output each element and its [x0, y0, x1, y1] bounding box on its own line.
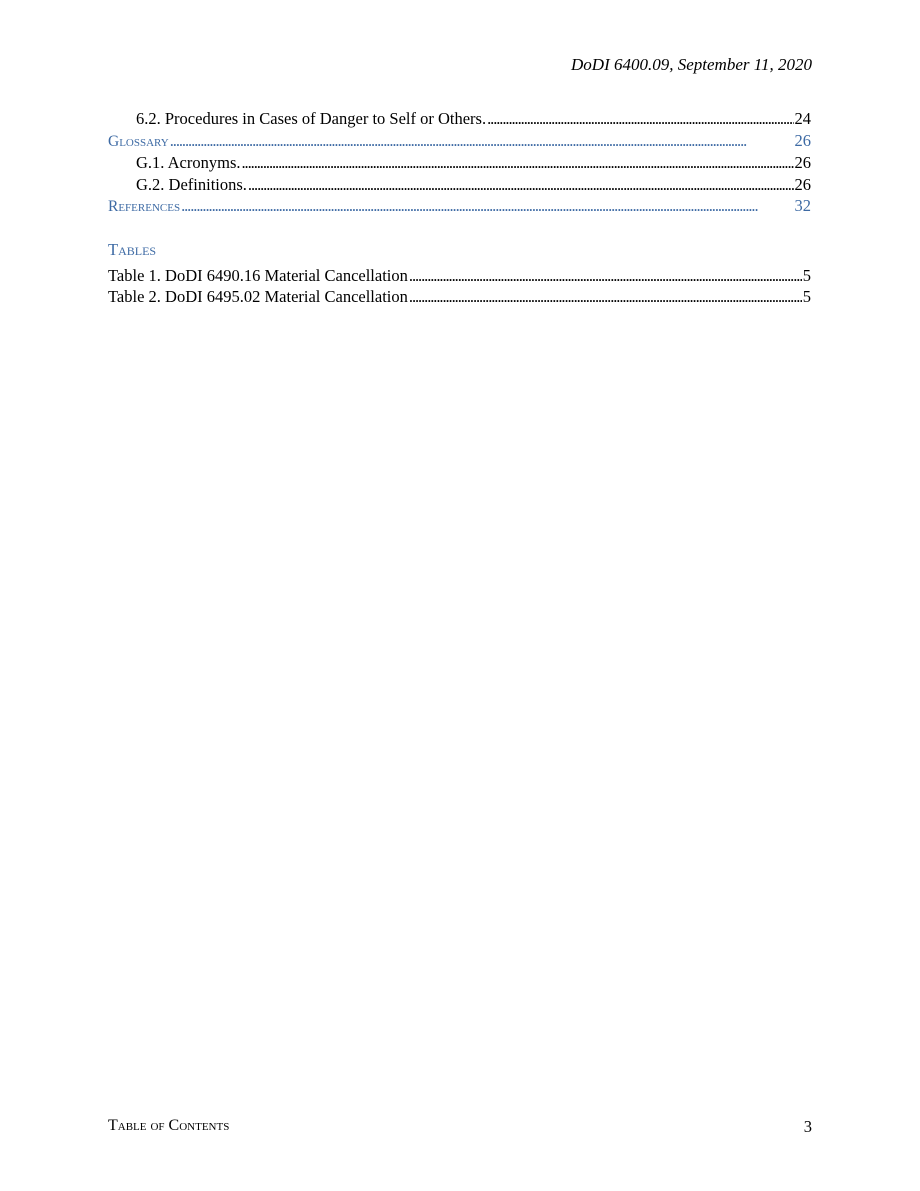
toc-entry-page: 32 — [794, 196, 811, 215]
toc-entry-page: 26 — [794, 174, 811, 194]
toc-entry-page: 24 — [794, 109, 811, 128]
table-of-contents — [108, 108, 811, 308]
toc-entry-references[interactable] — [108, 195, 811, 218]
dot-leader — [409, 286, 802, 308]
toc-entry-label: Table 2. DoDI 6495.02 Material Cancellation — [108, 287, 408, 306]
toc-entry-page: 5 — [802, 287, 811, 306]
toc-entry-label: G.1. Acronyms. — [136, 153, 241, 172]
toc-entry-label: Glossary — [108, 132, 169, 150]
toc-entry-g-2[interactable] — [108, 174, 811, 196]
dot-leader — [181, 195, 793, 217]
tables-heading: Tables — [108, 239, 157, 259]
toc-entry-6-2[interactable] — [108, 108, 811, 130]
toc-entry-label: 6.2. Procedures in Cases of Danger to Self or Others. — [136, 109, 487, 128]
toc-entry-page: 26 — [794, 130, 811, 150]
dot-leader — [242, 152, 794, 174]
dot-leader — [487, 108, 793, 130]
toc-entry-page: 26 — [794, 153, 811, 172]
toc-entry-label: Table 1. DoDI 6490.16 Material Cancellation — [108, 265, 408, 285]
toc-entry-table-1[interactable] — [108, 265, 811, 287]
toc-entry-glossary[interactable] — [108, 130, 811, 153]
dot-leader — [170, 130, 794, 152]
toc-entry-label: References — [108, 198, 181, 215]
toc-entry-page: 5 — [802, 265, 811, 285]
toc-entry-table-2[interactable] — [108, 286, 811, 308]
toc-entry-label: G.2. Definitions. — [136, 174, 247, 194]
dot-leader — [248, 174, 794, 196]
footer-section-title: Table of Contents — [108, 1117, 230, 1134]
toc-entry-g-1[interactable] — [108, 152, 811, 174]
dot-leader — [409, 265, 802, 287]
page-number: 3 — [803, 1117, 812, 1136]
running-header: DoDI 6400.09, September 11, 2020 — [571, 55, 812, 74]
